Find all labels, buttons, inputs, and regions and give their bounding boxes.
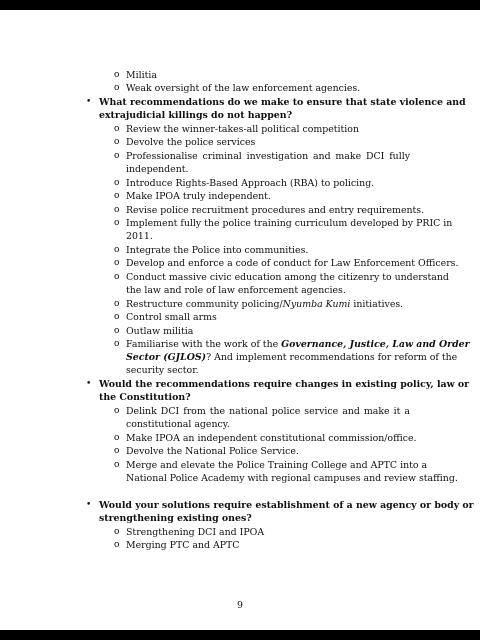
question-heading: strengthening existing ones?: [99, 513, 252, 524]
list-item: Review the winner-takes-all political competition: [126, 124, 359, 135]
sub-bullet: o: [114, 137, 120, 147]
list-item: Delink DCI from the national police service and make it a: [126, 406, 410, 417]
sub-bullet: o: [114, 460, 120, 470]
sub-bullet: o: [114, 540, 120, 550]
sub-bullet: o: [114, 205, 120, 215]
list-item: Sector (GJLOS)? And implement recommendations for reform of the: [126, 352, 458, 363]
list-item: Merge and elevate the Police Training College and APTC into a: [126, 460, 428, 471]
list-item: Control small arms: [126, 312, 217, 323]
list-item: security sector.: [126, 365, 199, 376]
list-item: Merging PTC and APTC: [126, 540, 240, 551]
list-item: Implement fully the police training curriculum developed by PRIC in: [126, 218, 453, 229]
sub-bullet: o: [114, 83, 120, 93]
sub-bullet: o: [114, 527, 120, 537]
sub-bullet: o: [114, 446, 120, 456]
list-item: Militia: [126, 70, 157, 81]
question-heading: extrajudicial killings do not happen?: [99, 110, 293, 121]
list-item: constitutional agency.: [126, 419, 230, 430]
sub-bullet: o: [114, 326, 120, 336]
list-item: Devolve the police services: [126, 137, 256, 148]
list-item: Conduct massive civic education among the citizenry to understand: [126, 272, 449, 283]
sub-bullet: o: [114, 151, 120, 161]
list-item: Restructure community policing/Nyumba Kumi initiatives.: [126, 299, 404, 310]
list-item: Weak oversight of the law enforcement agencies.: [126, 83, 361, 94]
sub-bullet: o: [114, 70, 120, 80]
document-page: [0, 10, 480, 630]
list-item: Make IPOA an independent constitutional commission/office.: [126, 433, 417, 444]
list-item: Familiarise with the work of the Governance, Justice, Law and Order: [126, 339, 470, 350]
list-item: Introduce Rights-Based Approach (RBA) to policing.: [126, 178, 375, 189]
page-number: 9: [237, 600, 243, 611]
sub-bullet: o: [114, 218, 120, 228]
sub-bullet: o: [114, 178, 120, 188]
list-item: 2011.: [126, 231, 153, 242]
sub-bullet: o: [114, 191, 120, 201]
list-item: Outlaw militia: [126, 326, 194, 337]
list-item: National Police Academy with regional campuses and review staffing.: [126, 473, 458, 484]
sub-bullet: o: [114, 299, 120, 309]
sub-bullet: o: [114, 245, 120, 255]
list-item: the law and role of law enforcement agencies.: [126, 285, 346, 296]
sub-bullet: o: [114, 312, 120, 322]
sub-bullet: o: [114, 124, 120, 134]
sub-bullet: o: [114, 433, 120, 443]
sub-bullet: o: [114, 406, 120, 416]
sub-bullet: o: [114, 258, 120, 268]
sub-bullet: o: [114, 272, 120, 282]
question-heading: Would your solutions require establishment of a new agency or body or: [99, 500, 474, 511]
list-item: Professionalise criminal investigation and make DCI fully: [126, 151, 410, 162]
bullet: •: [86, 500, 92, 510]
list-item: Make IPOA truly independent.: [126, 191, 271, 202]
question-heading: Would the recommendations require changes in existing policy, law or: [99, 379, 470, 390]
list-item: Integrate the Police into communities.: [126, 245, 309, 256]
list-item: independent.: [126, 164, 189, 175]
list-item: Revise police recruitment procedures and entry requirements.: [126, 205, 425, 216]
bullet: •: [86, 379, 92, 389]
sub-bullet: o: [114, 339, 120, 349]
list-item: Develop and enforce a code of conduct for Law Enforcement Officers.: [126, 258, 459, 269]
list-item: Devolve the National Police Service.: [126, 446, 299, 457]
bullet: •: [86, 97, 92, 107]
question-heading: the Constitution?: [99, 392, 191, 403]
list-item: Strengthening DCI and IPOA: [126, 527, 265, 538]
question-heading: What recommendations do we make to ensure that state violence and: [99, 97, 466, 108]
